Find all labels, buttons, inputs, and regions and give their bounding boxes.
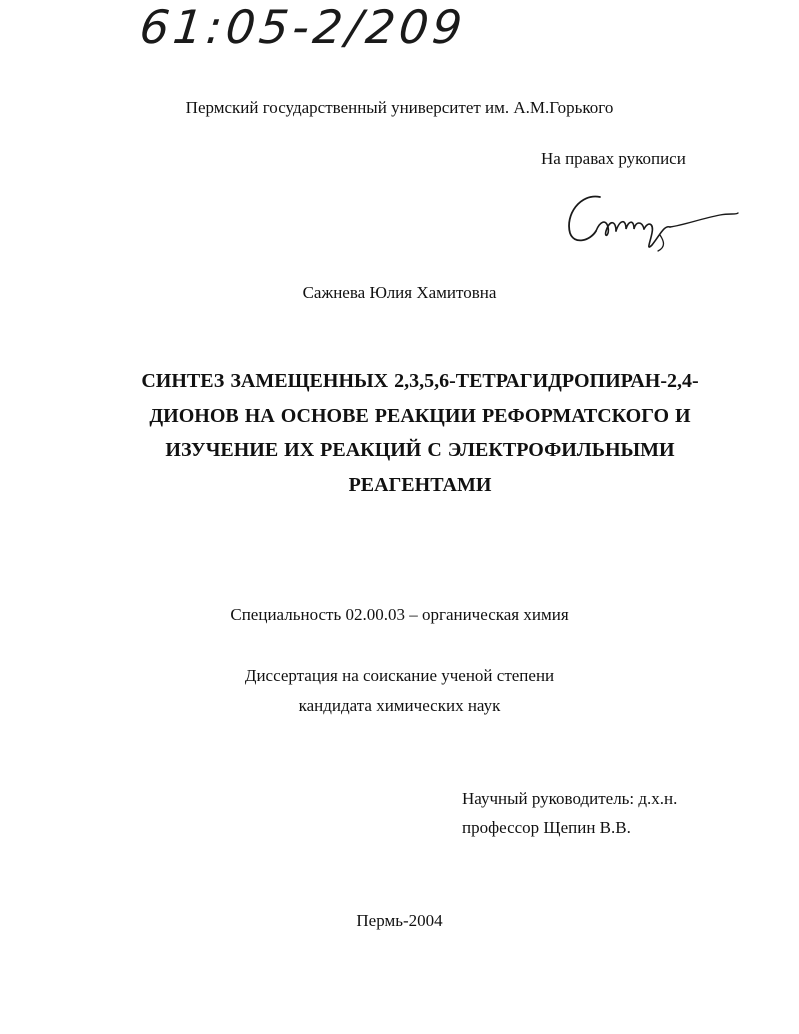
author-name: Сажнева Юлия Хамитовна (302, 283, 497, 302)
signature-icon (560, 185, 750, 265)
title-line: РЕАГЕНТАМИ (348, 473, 492, 496)
dissertation-degree-line2: кандидата химических наук (298, 696, 501, 715)
title-line: ИЗУЧЕНИЕ ИХ РЕАКЦИЙ С ЭЛЕКТРОФИЛЬНЫМИ (165, 439, 675, 461)
dissertation-degree-line1: Диссертация на соискание ученой степени (244, 666, 555, 685)
title-line: СИНТЕЗ ЗАМЕЩЕННЫХ 2,3,5,6-ТЕТРАГИДРОПИРАН-2,4- (141, 370, 699, 392)
city-year: Пермь-2004 (356, 911, 443, 930)
handwritten-catalog-number: 61:05-2/209 (137, 0, 469, 54)
title-line: ДИОНОВ НА ОСНОВЕ РЕАКЦИИ РЕФОРМАТСКОГО И (149, 404, 691, 427)
specialty-line: Специальность 02.00.03 – органическая химия (230, 605, 569, 624)
manuscript-rights-note: На правах рукописи (541, 149, 686, 168)
supervisor-line1: Научный руководитель: д.х.н. (462, 789, 678, 808)
supervisor-line2: профессор Щепин В.В. (462, 818, 631, 837)
university-name: Пермский государственный университет им. А.М.Горького (185, 98, 614, 117)
dissertation-title (60, 364, 780, 502)
